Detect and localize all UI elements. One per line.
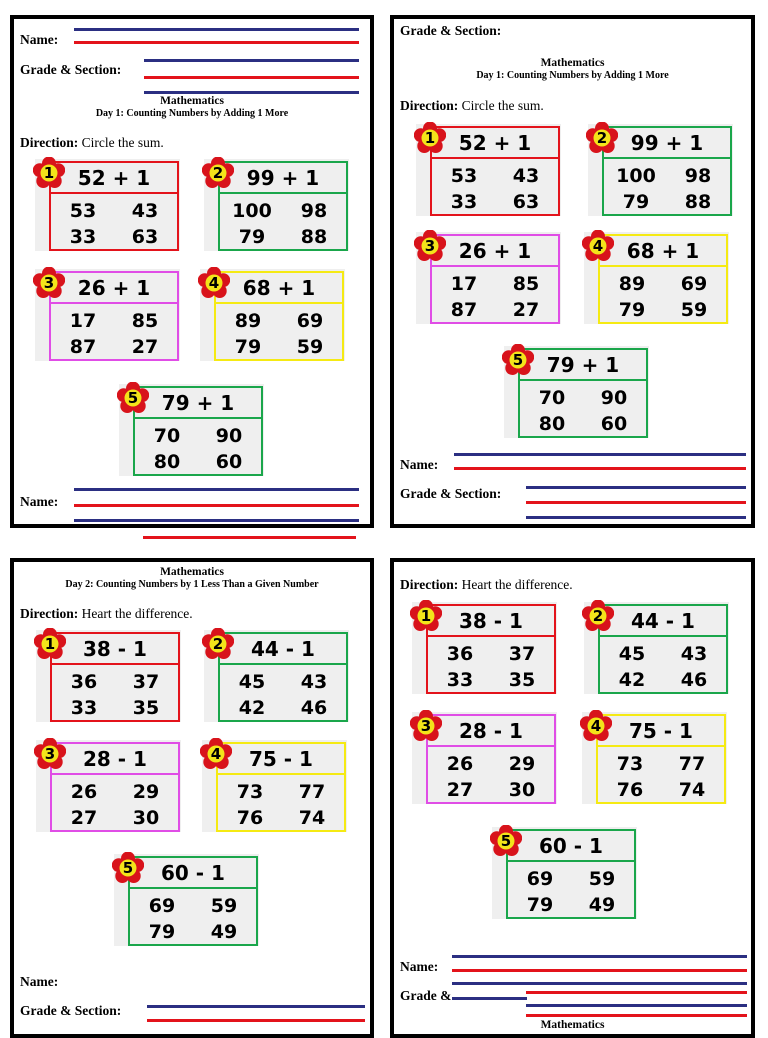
grade-line-red — [144, 76, 359, 79]
question-box — [518, 348, 648, 438]
answer-option[interactable]: 79 — [238, 226, 266, 248]
answer-option[interactable]: 79 — [148, 921, 176, 943]
question-card — [204, 630, 349, 722]
question-card — [114, 854, 259, 946]
answer-option[interactable]: 70 — [538, 387, 566, 409]
question-expression: 75 - 1 — [598, 716, 724, 747]
answer-option[interactable]: 79 — [526, 894, 554, 916]
question-card — [202, 740, 347, 832]
question-card — [584, 602, 729, 694]
spill-line-red — [143, 536, 356, 539]
answer-option[interactable]: 100 — [616, 165, 656, 187]
name-line-blue — [452, 955, 747, 958]
answer-option[interactable]: 27 — [131, 336, 159, 358]
bottom-line-blue-2 — [74, 519, 359, 522]
flower-number-icon — [580, 710, 612, 742]
worksheet-title — [14, 566, 370, 591]
grade-line-blue — [526, 486, 746, 489]
answer-option[interactable]: 74 — [678, 779, 706, 801]
answer-option[interactable]: 53 — [450, 165, 478, 187]
question-number: 1 — [424, 129, 436, 147]
answer-option[interactable]: 43 — [300, 671, 328, 693]
flower-number-icon — [202, 157, 234, 189]
worksheet-title — [394, 57, 751, 82]
answer-option[interactable]: 33 — [450, 191, 478, 213]
answer-option[interactable]: 89 — [618, 273, 646, 295]
grade-label-cut: Grade & — [400, 988, 452, 1003]
question-card — [416, 124, 561, 216]
answer-option[interactable]: 43 — [680, 643, 708, 665]
question-card — [582, 712, 727, 804]
answer-option[interactable]: 29 — [508, 753, 536, 775]
question-card — [416, 232, 561, 324]
worksheet-day1-right — [390, 15, 755, 528]
grade-line-red-2 — [526, 1014, 747, 1017]
question-box — [133, 386, 263, 476]
question-card — [412, 712, 557, 804]
question-box — [596, 714, 726, 804]
question-box — [426, 604, 556, 694]
question-number: 5 — [122, 859, 134, 877]
grade-line-blue-2 — [526, 516, 746, 519]
flower-number-icon — [112, 852, 144, 884]
answer-option[interactable]: 79 — [622, 191, 650, 213]
question-card — [119, 384, 264, 476]
answer-option[interactable]: 37 — [132, 671, 160, 693]
answer-option[interactable]: 29 — [132, 781, 160, 803]
lesson-title: Day 2: Counting Numbers by 1 Less Than a Given Number — [65, 579, 319, 591]
flower-number-icon — [586, 122, 618, 154]
answer-option[interactable]: 69 — [148, 895, 176, 917]
answer-option[interactable]: 98 — [300, 200, 328, 222]
answer-option[interactable]: 76 — [616, 779, 644, 801]
flower-number-icon — [582, 600, 614, 632]
answer-option[interactable]: 33 — [70, 697, 98, 719]
answer-option[interactable]: 37 — [508, 643, 536, 665]
question-card — [412, 602, 557, 694]
partial-title — [394, 1019, 751, 1032]
grade-label: Grade & Section: — [400, 23, 502, 38]
question-expression: 26 + 1 — [432, 236, 558, 267]
flower-number-icon — [34, 628, 66, 660]
answer-option[interactable]: 63 — [131, 226, 159, 248]
question-card — [492, 827, 637, 919]
direction — [20, 606, 193, 622]
name-label-bottom: Name: — [20, 494, 59, 509]
name-label: Name: — [20, 974, 59, 989]
direction-label: Direction: — [400, 98, 459, 113]
question-expression: 79 + 1 — [135, 388, 261, 419]
question-box — [128, 856, 258, 946]
question-expression: 28 - 1 — [52, 744, 178, 775]
name-label: Name: — [400, 457, 439, 472]
direction-label: Direction: — [20, 606, 79, 621]
subject-title-cut: Mathematics — [540, 1019, 605, 1031]
answer-option[interactable]: 74 — [298, 807, 326, 829]
worksheet-day2-right — [390, 558, 755, 1038]
answer-option[interactable]: 79 — [618, 299, 646, 321]
flower-number-icon — [117, 382, 149, 414]
subject-title: Mathematics — [540, 57, 605, 69]
worksheet-day1-left — [10, 15, 374, 528]
question-expression: 75 - 1 — [218, 744, 344, 775]
grade-line-red — [526, 501, 746, 504]
subject-title: Mathematics — [160, 95, 224, 107]
question-card — [200, 269, 345, 361]
answer-option[interactable]: 85 — [131, 310, 159, 332]
answer-option[interactable]: 43 — [512, 165, 540, 187]
direction — [400, 577, 573, 593]
question-expression: 44 - 1 — [220, 634, 346, 665]
answer-option[interactable]: 76 — [236, 807, 264, 829]
name-label: Name: — [20, 32, 59, 47]
question-card — [204, 159, 349, 251]
answer-option[interactable]: 69 — [296, 310, 324, 332]
grade-label: Grade & Section: — [20, 1003, 122, 1018]
question-box — [506, 829, 636, 919]
direction-text: Heart the difference. — [78, 606, 193, 621]
flower-number-icon — [198, 267, 230, 299]
question-expression: 68 + 1 — [600, 236, 726, 267]
answer-option[interactable]: 87 — [69, 336, 97, 358]
question-number: 2 — [596, 129, 608, 147]
grade-line-blue-3 — [452, 997, 527, 1000]
question-number: 4 — [210, 745, 222, 763]
question-card — [36, 630, 181, 722]
question-box — [602, 126, 732, 216]
direction — [400, 98, 544, 114]
question-box — [218, 632, 348, 722]
answer-option[interactable]: 88 — [300, 226, 328, 248]
question-expression: 52 + 1 — [51, 163, 177, 194]
name-line-red — [452, 969, 747, 972]
question-number: 3 — [44, 745, 56, 763]
answer-option[interactable]: 30 — [132, 807, 160, 829]
answer-option[interactable]: 79 — [234, 336, 262, 358]
answer-option[interactable]: 77 — [298, 781, 326, 803]
question-number: 1 — [420, 607, 432, 625]
direction-label: Direction: — [400, 577, 459, 592]
question-expression: 44 - 1 — [600, 606, 726, 637]
flower-number-icon — [34, 738, 66, 770]
answer-option[interactable]: 33 — [446, 669, 474, 691]
question-expression: 26 + 1 — [51, 273, 177, 304]
flower-number-icon — [410, 710, 442, 742]
grade-line-blue — [144, 59, 359, 62]
answer-option[interactable]: 80 — [153, 451, 181, 473]
question-expression: 79 + 1 — [520, 350, 646, 381]
answer-option[interactable]: 46 — [680, 669, 708, 691]
answer-option[interactable]: 49 — [588, 894, 616, 916]
answer-option[interactable]: 73 — [236, 781, 264, 803]
answer-option[interactable]: 98 — [684, 165, 712, 187]
question-number: 3 — [43, 274, 55, 292]
direction-text: Circle the sum. — [78, 135, 164, 150]
question-card — [584, 232, 729, 324]
answer-option[interactable]: 27 — [512, 299, 540, 321]
answer-option[interactable]: 30 — [508, 779, 536, 801]
question-number: 2 — [212, 635, 224, 653]
flower-number-icon — [410, 600, 442, 632]
answer-option[interactable]: 36 — [70, 671, 98, 693]
question-expression: 38 - 1 — [52, 634, 178, 665]
answer-option[interactable]: 45 — [238, 671, 266, 693]
name-line-red — [454, 467, 746, 470]
answer-option[interactable]: 17 — [69, 310, 97, 332]
grade-label: Grade & Section: — [20, 62, 122, 77]
grade-line-blue — [147, 1005, 365, 1008]
flower-number-icon — [202, 628, 234, 660]
bottom-line-red — [74, 504, 359, 507]
bottom-line-blue — [74, 488, 359, 491]
question-number: 4 — [590, 717, 602, 735]
question-expression: 28 - 1 — [428, 716, 554, 747]
answer-option[interactable]: 100 — [232, 200, 272, 222]
question-box — [598, 604, 728, 694]
answer-option[interactable]: 42 — [238, 697, 266, 719]
answer-option[interactable]: 89 — [234, 310, 262, 332]
lesson-title: Day 1: Counting Numbers by Adding 1 More — [95, 108, 289, 120]
flower-number-icon — [33, 267, 65, 299]
question-box — [50, 632, 180, 722]
question-number: 2 — [212, 164, 224, 182]
question-expression: 99 + 1 — [220, 163, 346, 194]
grade-line-blue-2 — [144, 91, 359, 94]
question-expression: 68 + 1 — [216, 273, 342, 304]
flower-number-icon — [490, 825, 522, 857]
subject-title: Mathematics — [160, 566, 224, 578]
question-box — [218, 161, 348, 251]
flower-number-icon — [414, 230, 446, 262]
answer-option[interactable]: 36 — [446, 643, 474, 665]
question-number: 1 — [43, 164, 55, 182]
direction-label: Direction: — [20, 135, 79, 150]
answer-option[interactable]: 53 — [69, 200, 97, 222]
question-number: 5 — [127, 389, 139, 407]
answer-option[interactable]: 17 — [450, 273, 478, 295]
grade-line-blue-2 — [526, 1004, 747, 1007]
answer-option[interactable]: 60 — [600, 413, 628, 435]
answer-option[interactable]: 88 — [684, 191, 712, 213]
grade-label-bottom: Grade & Section: — [400, 486, 502, 501]
flower-number-icon — [502, 344, 534, 376]
question-number: 4 — [592, 237, 604, 255]
flower-number-icon — [200, 738, 232, 770]
answer-option[interactable]: 59 — [588, 868, 616, 890]
question-expression: 52 + 1 — [432, 128, 558, 159]
question-number: 5 — [512, 351, 524, 369]
answer-option[interactable]: 85 — [512, 273, 540, 295]
question-box — [430, 234, 560, 324]
grade-line-blue — [452, 982, 747, 985]
question-box — [49, 271, 179, 361]
answer-option[interactable]: 59 — [680, 299, 708, 321]
question-expression: 99 + 1 — [604, 128, 730, 159]
answer-option[interactable]: 87 — [450, 299, 478, 321]
direction — [20, 135, 164, 151]
question-card — [36, 740, 181, 832]
question-box — [214, 271, 344, 361]
question-number: 1 — [44, 635, 56, 653]
answer-option[interactable]: 45 — [618, 643, 646, 665]
answer-option[interactable]: 90 — [600, 387, 628, 409]
question-box — [598, 234, 728, 324]
grade-line-red — [526, 991, 747, 994]
answer-option[interactable]: 90 — [215, 425, 243, 447]
direction-text: Heart the difference. — [458, 577, 573, 592]
answer-option[interactable]: 73 — [616, 753, 644, 775]
question-number: 3 — [420, 717, 432, 735]
question-box — [430, 126, 560, 216]
grade-line-red — [147, 1019, 365, 1022]
name-line-blue — [454, 453, 746, 456]
answer-option[interactable]: 43 — [131, 200, 159, 222]
answer-option[interactable]: 80 — [538, 413, 566, 435]
answer-option[interactable]: 26 — [446, 753, 474, 775]
answer-option[interactable]: 27 — [446, 779, 474, 801]
question-expression: 60 - 1 — [130, 858, 256, 889]
worksheet-day2-left — [10, 558, 374, 1038]
flower-number-icon — [414, 122, 446, 154]
name-label: Name: — [400, 959, 439, 974]
question-number: 4 — [208, 274, 220, 292]
lesson-title: Day 1: Counting Numbers by Adding 1 More — [476, 70, 669, 82]
question-card — [35, 159, 180, 251]
question-number: 3 — [424, 237, 436, 255]
answer-option[interactable]: 35 — [132, 697, 160, 719]
flower-number-icon — [582, 230, 614, 262]
question-card — [588, 124, 733, 216]
answer-option[interactable]: 69 — [680, 273, 708, 295]
name-line-red — [74, 41, 359, 44]
answer-option[interactable]: 59 — [296, 336, 324, 358]
question-expression: 38 - 1 — [428, 606, 554, 637]
answer-option[interactable]: 63 — [512, 191, 540, 213]
answer-option[interactable]: 59 — [210, 895, 238, 917]
answer-option[interactable]: 70 — [153, 425, 181, 447]
answer-option[interactable]: 49 — [210, 921, 238, 943]
answer-option[interactable]: 46 — [300, 697, 328, 719]
answer-option[interactable]: 77 — [678, 753, 706, 775]
question-box — [50, 742, 180, 832]
answer-option[interactable]: 27 — [70, 807, 98, 829]
worksheet-title — [14, 95, 370, 120]
question-box — [49, 161, 179, 251]
question-card — [35, 269, 180, 361]
name-line-blue — [74, 28, 359, 31]
question-box — [426, 714, 556, 804]
question-expression: 60 - 1 — [508, 831, 634, 862]
answer-option[interactable]: 33 — [69, 226, 97, 248]
question-box — [216, 742, 346, 832]
question-number: 2 — [592, 607, 604, 625]
question-card — [504, 346, 649, 438]
answer-option[interactable]: 35 — [508, 669, 536, 691]
answer-option[interactable]: 26 — [70, 781, 98, 803]
answer-option[interactable]: 60 — [215, 451, 243, 473]
question-number: 5 — [500, 832, 512, 850]
answer-option[interactable]: 42 — [618, 669, 646, 691]
flower-number-icon — [33, 157, 65, 189]
answer-option[interactable]: 69 — [526, 868, 554, 890]
direction-text: Circle the sum. — [458, 98, 544, 113]
